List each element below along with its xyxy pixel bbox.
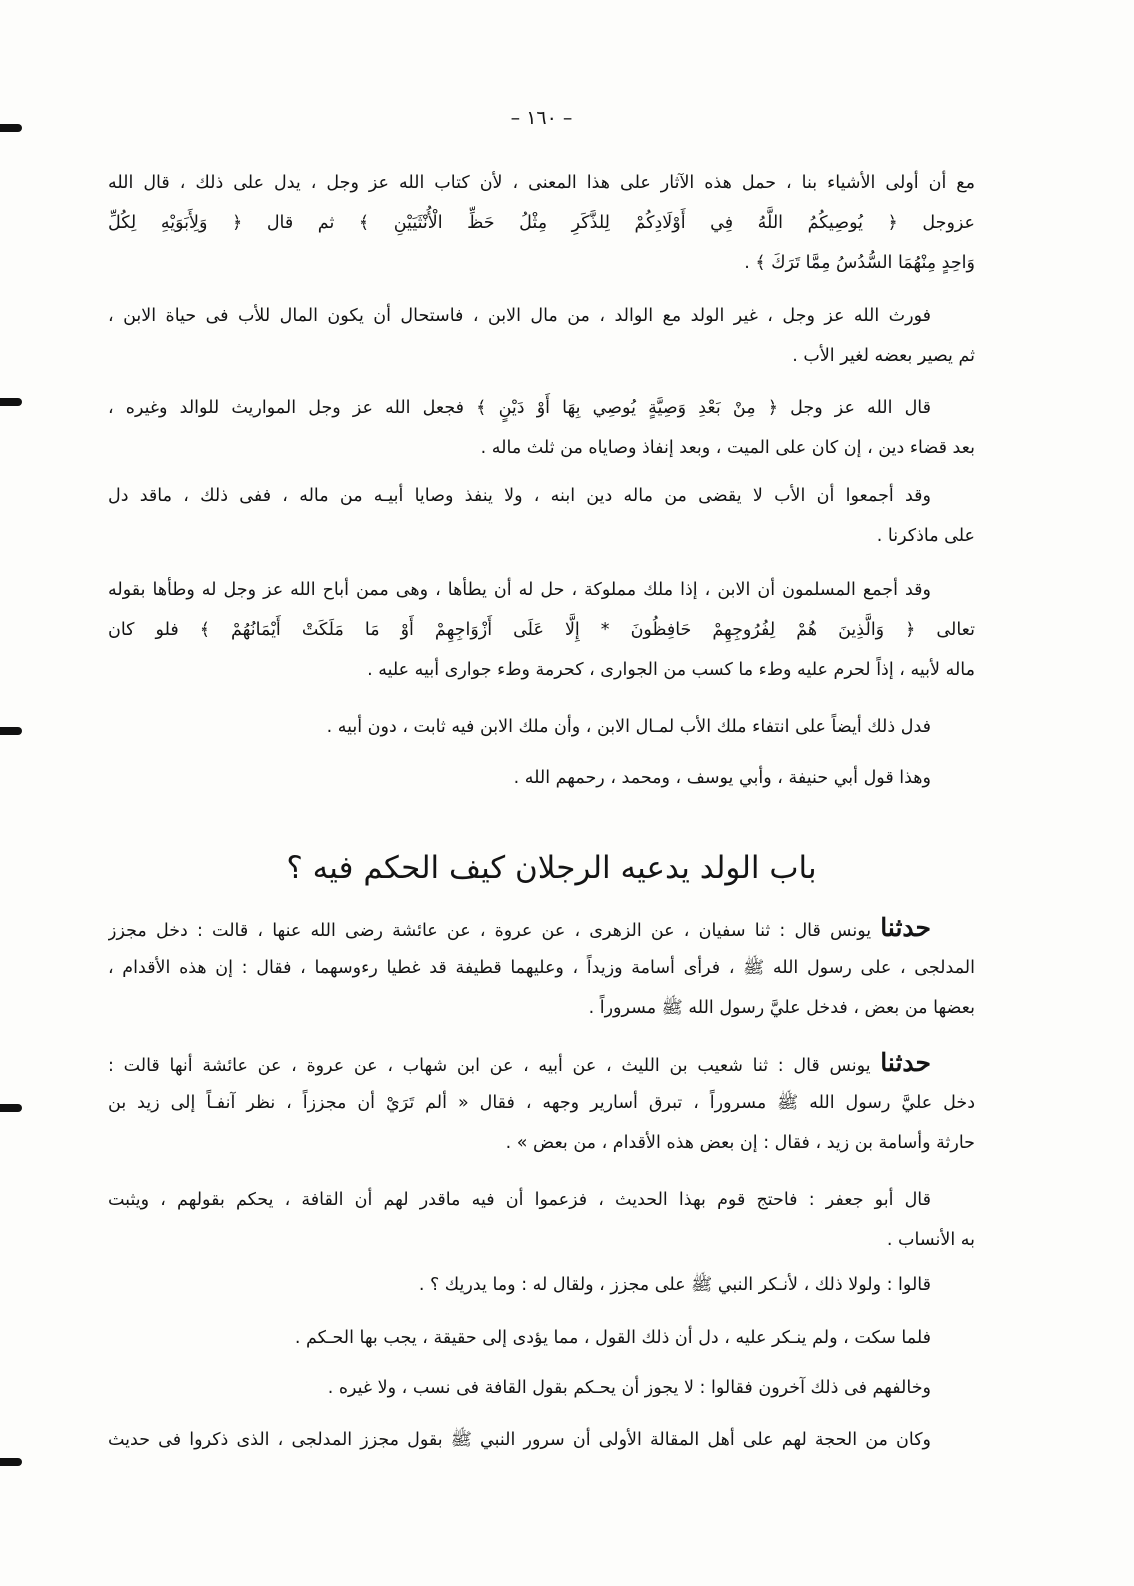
text-line: فلما سكت ، ولم ينـكر عليه ، دل أن ذلك القول ، مما يؤدى إلى حقيقة ، يجب بها الحـكم .: [294, 1328, 931, 1348]
paragraph: [108, 388, 975, 468]
text-line: وقد أجمعوا أن الأب لا يقضى من ماله دين ابنه ، ولا ينفذ وصايا أبيـه من ماله ، ففى ذلك ، ماقد دل: [108, 486, 931, 506]
text-line: وهذا قول أبي حنيفة ، وأبي يوسف ، ومحمد ، رحمهم الله .: [513, 768, 931, 788]
scan-margin-mark: [0, 398, 22, 406]
book-page: [108, 0, 975, 1586]
hadith-lead-word: حدثنا: [880, 1048, 931, 1077]
text-line: ماله لأبيه ، إذاً لحرم عليه وطء ما كسب من الجوارى ، كحرمة وطء جوارى أبيه عليه .: [367, 660, 975, 680]
text-line: قالوا : ولولا ذلك ، لأنـكر النبي ﷺ على مجزز ، ولقال له : وما يدريك ؟ .: [418, 1275, 931, 1295]
paragraph: [108, 1420, 975, 1460]
text-line: دخل عليَّ رسول الله ﷺ مسروراً ، تبرق أسارير وجهه ، فقال « ألم تَرَيْ أن مجززاً ، نظر آنفـاً إلى زيد بن: [108, 1093, 975, 1113]
paragraph: [108, 1180, 975, 1260]
text-line: فدل ذلك أيضاً على انتفاء ملك الأب لمـال الابن ، وأن ملك الابن فيه ثابت ، دون أبيه .: [326, 717, 931, 737]
text-span: يونس قال : ثنا سفيان ، عن الزهرى ، عن عروة ، عن عائشة رضى الله عنها ، قالت : دخل مجزز: [108, 921, 872, 941]
text-line: بعد قضاء دين ، إن كان على الميت ، وبعد إنفاذ وصاياه من ثلث ماله .: [480, 438, 975, 458]
text-line: وخالفهم فى ذلك آخرون فقالوا : لا يجوز أن يحـكم بقول القافة فى نسب ، ولا غيره .: [327, 1378, 931, 1398]
scan-margin-mark: [0, 1104, 22, 1112]
paragraph: [108, 1368, 975, 1408]
scan-margin-mark: [0, 124, 22, 132]
text-line: وكان من الحجة لهم على أهل المقالة الأولى أن سرور النبي ﷺ بقول مجزز المدلجى ، الذى ذكروا فى حديث: [108, 1430, 931, 1450]
text-span: يونس قال : ثنا شعيب بن الليث ، عن أبيه ، عن ابن شهاب ، عن عروة ، عن عائشة أنها قالت :: [108, 1056, 871, 1076]
paragraph: [108, 476, 975, 556]
paragraph: [108, 1265, 975, 1305]
text-line: على ماذكرنا .: [876, 526, 975, 546]
text-line: فورث الله عز وجل ، غير الولد مع الوالد ، من مال الابن ، فاستحال أن يكون المال للأب فى حياة الابن ،: [108, 306, 931, 326]
text-line: حارثة وأسامة بن زيد ، فقال : إن بعض هذه الأقدام ، من بعض » .: [505, 1133, 975, 1153]
quran-text-line: تعالى ﴿ وَالَّذِينَ هُمْ لِفُرُوجِهِمْ حَافِظُونَ * إِلَّا عَلَى أَزْوَاجِهِمْ أَوْ مَا مَلَكَتْ أَيْمَانُهُمْ ﴾ فلو كان: [108, 620, 975, 640]
hadith-paragraph: [108, 1043, 975, 1163]
scan-margin-mark: [0, 727, 22, 735]
scan-margin-mark: [0, 1458, 22, 1466]
text-line: [108, 908, 975, 948]
quran-text-line: قال الله عز وجل ﴿ مِنْ بَعْدِ وَصِيَّةٍ يُوصِي بِهَا أَوْ دَيْنٍ ﴾ فجعل الله عز وجل المواريث للوالد وغيره ،: [108, 398, 931, 418]
text-line: المدلجى ، على رسول الله ﷺ ، فرأى أسامة وزيداً ، وعليهما قطيفة قد غطيا رءوسهما ، فقال : إن هذه الأقدام ،: [108, 958, 975, 978]
hadith-paragraph: [108, 908, 975, 1028]
quran-text-line: وَاحِدٍ مِنْهُمَا السُّدُسُ مِمَّا تَرَكَ ﴾ .: [744, 253, 975, 273]
hadith-lead-word: حدثنا: [880, 913, 931, 942]
text-line: وقد أجمع المسلمون أن الابن ، إذا ملك مملوكة ، حل له أن يطأها ، وهى ممن أباح الله عز وجل له وطأها بقوله: [108, 580, 931, 600]
paragraph: [108, 163, 975, 283]
chapter-heading: باب الولد يدعيه الرجلان كيف الحكم فيه ؟: [286, 850, 817, 886]
page-number: – ١٦٠ –: [510, 107, 573, 129]
text-line: قال أبو جعفر : فاحتج قوم بهذا الحديث ، فزعموا أن فيه ماقدر لهم أن القافة ، يحكم بقولهم ، ويثبت: [108, 1190, 931, 1210]
text-line: به الأنساب .: [886, 1230, 975, 1250]
text-line: ثم يصير بعضه لغير الأب .: [792, 346, 975, 366]
paragraph: [108, 296, 975, 376]
paragraph: [108, 1318, 975, 1358]
text-line: بعضها من بعض ، فدخل عليَّ رسول الله ﷺ مسروراً .: [588, 998, 975, 1018]
text-line: مع أن أولى الأشياء بنا ، حمل هذه الآثار على هذا المعنى ، لأن كتاب الله عز وجل ، يدل على ذلك ، قال الله: [108, 173, 975, 193]
paragraph: [108, 570, 975, 690]
quran-text-line: عزوجل ﴿ يُوصِيكُمُ اللَّهُ فِي أَوْلَادِكُمْ لِلذَّكَرِ مِثْلُ حَظِّ الْأُنْثَيَيْنِ ﴾ ثم قال ﴿ وَلِأَبَوَيْهِ لِكُلِّ: [108, 213, 975, 233]
paragraph: [108, 758, 975, 798]
text-line: [108, 1043, 975, 1083]
paragraph: [108, 707, 975, 747]
